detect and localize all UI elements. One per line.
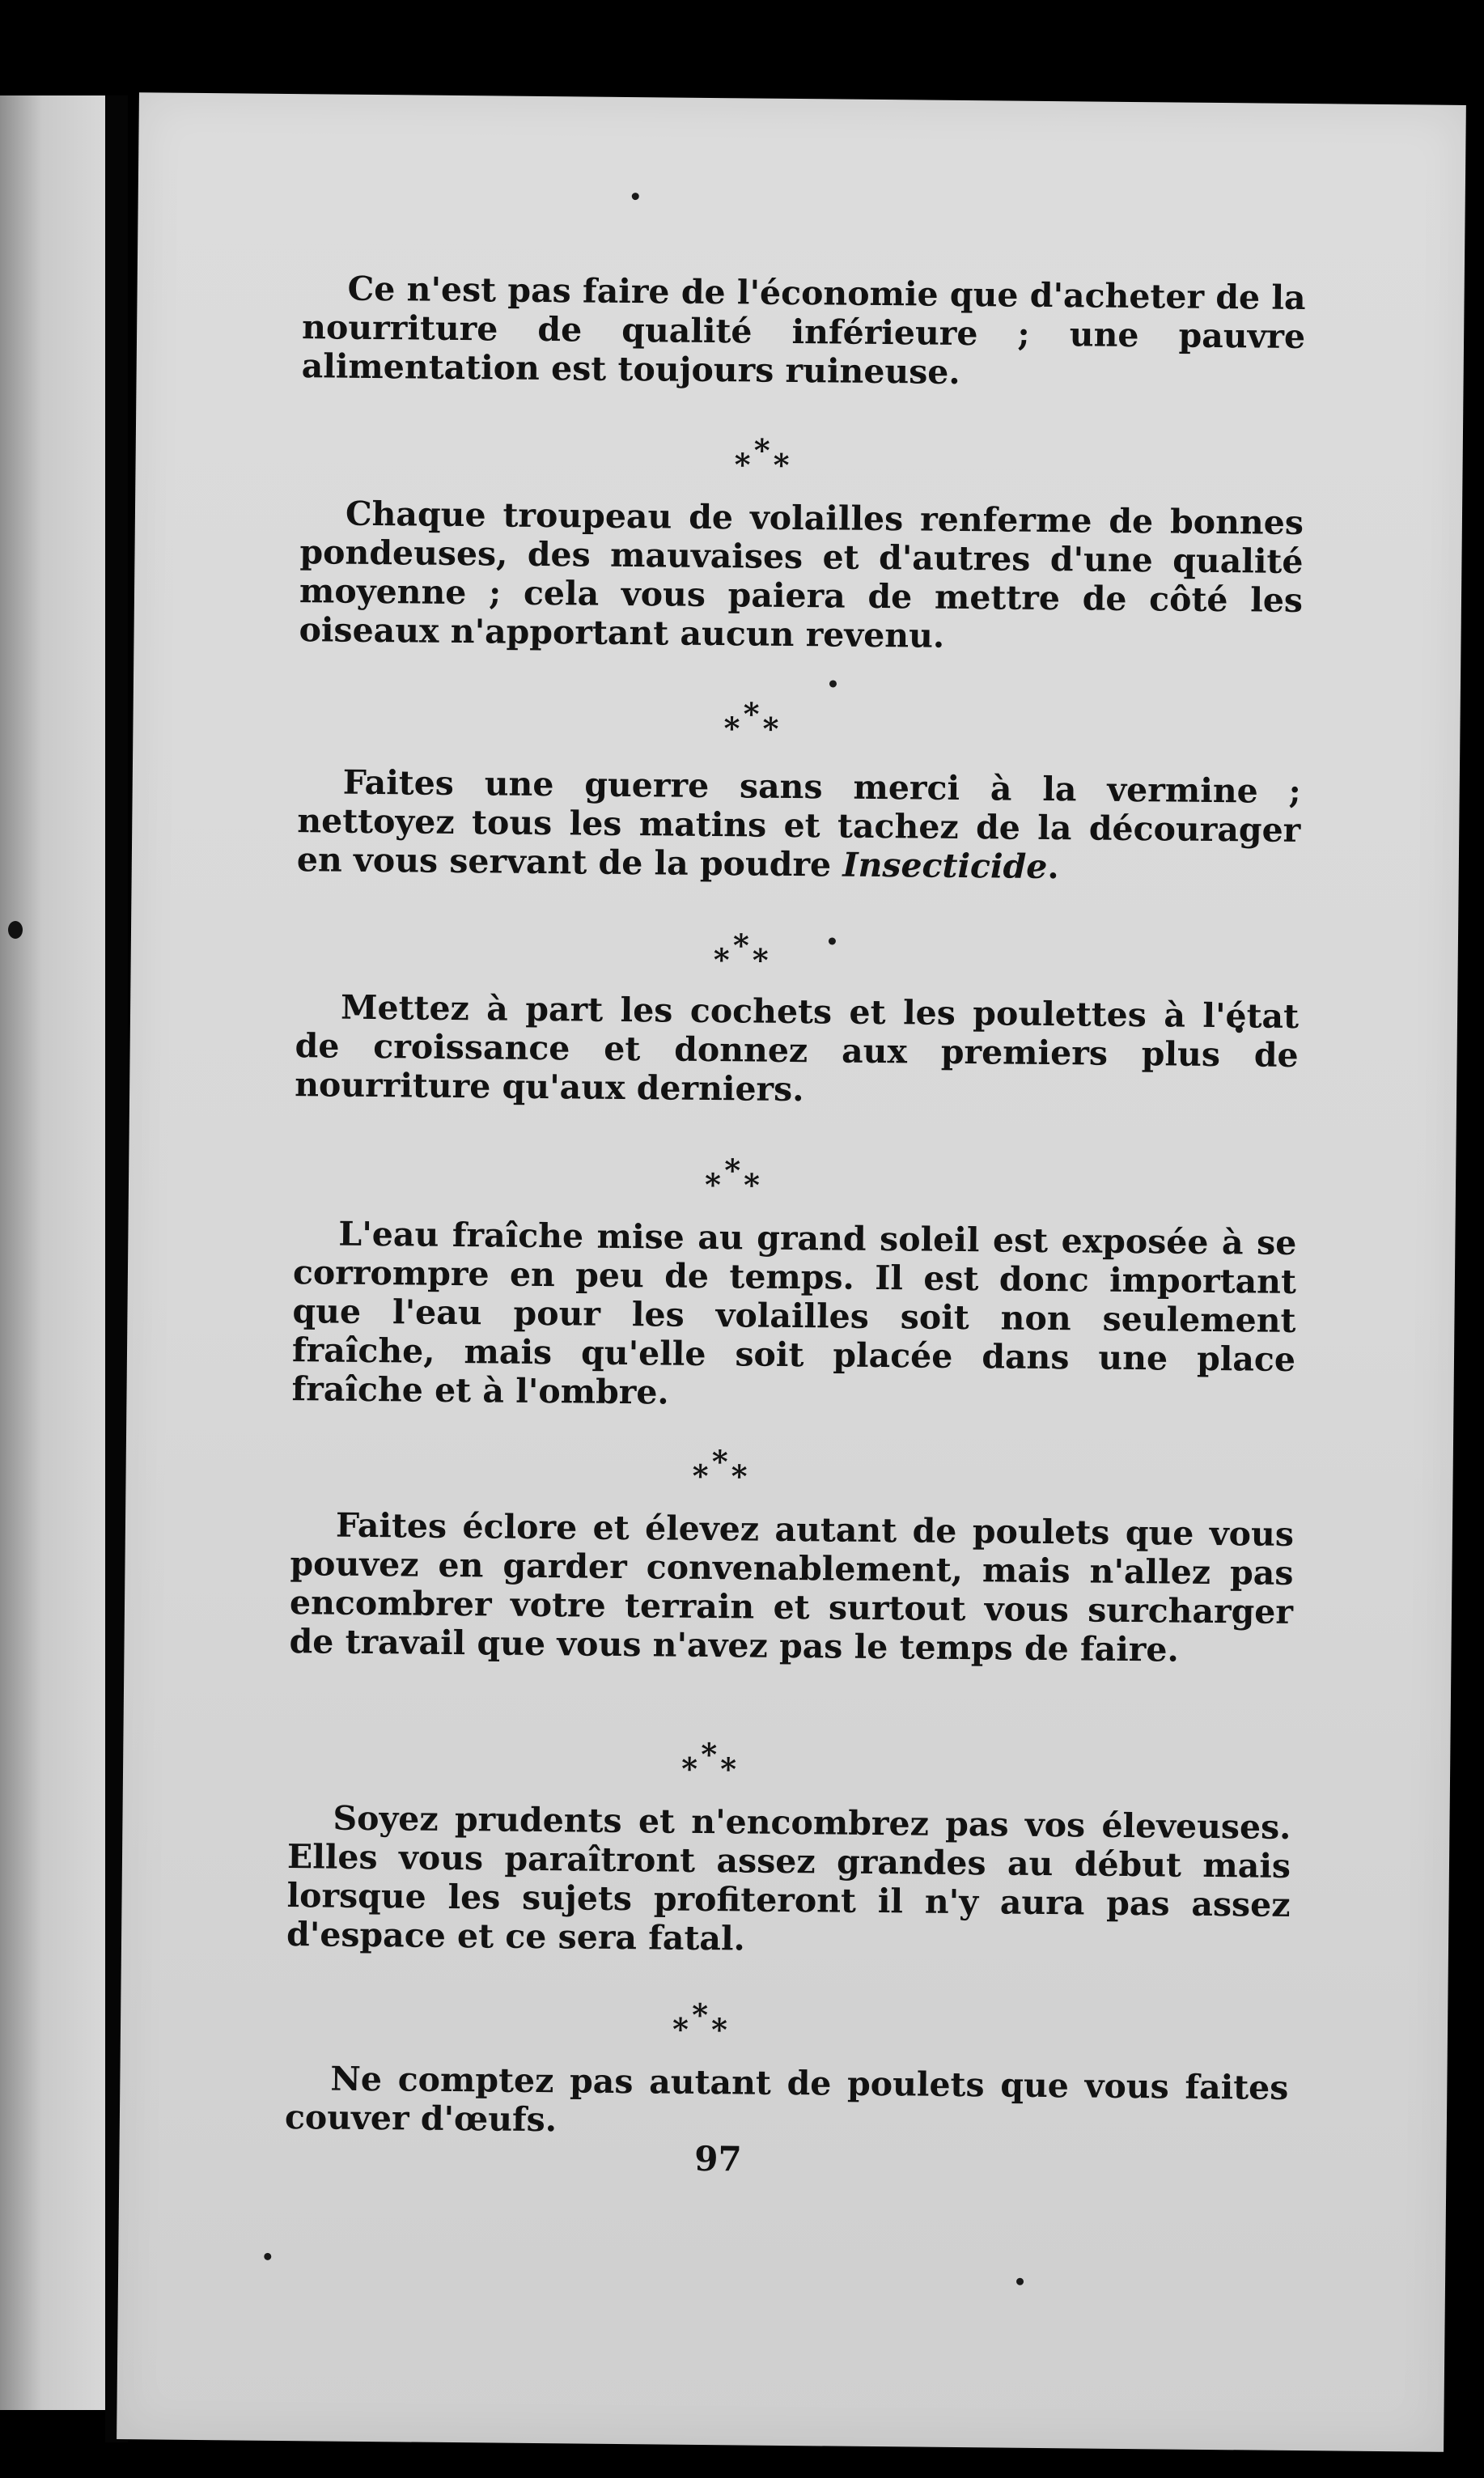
- asterism-separator: * * *: [713, 927, 769, 978]
- ink-speck: [8, 921, 23, 939]
- paragraph: Faites éclore et élevez autant de poulets que vous pouvez en garder convenablement, mais n'allez pas encombrer votre terrain et surtout vous surcharger de travail que vous n'avez pas le temps de faire.: [289, 1505, 1295, 1670]
- asterism-separator: * * *: [723, 695, 779, 747]
- left-page-edge: [0, 95, 105, 2410]
- asterism-separator: * * *: [734, 431, 790, 483]
- asterism-separator: * * *: [681, 1735, 737, 1788]
- paragraph: Faites une guerre sans merci à la vermine ; nettoyez tous les matins et tachez de la décourager en vous servant de la poudre Insecticide.: [296, 762, 1301, 887]
- asterism-separator: * * *: [704, 1152, 761, 1203]
- ink-speck: [1016, 2278, 1024, 2285]
- paragraph: Chaque troupeau de volailles renferme de bonnes pondeuses, des mauvaises et d'autres d'une qualité moyenne ; cela vous paiera de mettre de côté les oiseaux n'apportant aucun revenu.: [299, 494, 1304, 656]
- paragraph: Ne comptez pas autant de poulets que vous faites couver d'œufs.: [284, 2059, 1289, 2140]
- ink-speck: [829, 937, 836, 944]
- paragraph: Mettez à part les cochets et les poulettes à l'état de croissance et donnez aux premiers plus de nourriture qu'aux derniers.: [294, 987, 1300, 1110]
- asterism-separator: * * *: [692, 1443, 748, 1495]
- paragraph: Soyez prudents et n'encombrez pas vos éleveuses. Elles vous paraîtront assez grandes au début mais lorsque les sujets profiteront il n'y aura pas assez d'espace et ce sera fatal.: [286, 1798, 1291, 1958]
- paragraph: Ce n'est pas faire de l'économie que d'acheter de la nourriture de qualité inférieure ; une pauvre alimentation est toujours ruineuse.: [301, 269, 1306, 392]
- book-page: [117, 92, 1466, 2452]
- ink-speck: [829, 680, 837, 687]
- emphasis: Insecticide: [842, 845, 1048, 887]
- asterism-separator: * * *: [672, 1996, 728, 2048]
- paragraph: L'eau fraîche mise au grand soleil est exposée à se corrompre en peu de temps. Il est donc important que l'eau pour les volailles soit non seulement fraîche, mais qu'elle soit placée dans une place fraîche et à l'ombre.: [291, 1214, 1297, 1412]
- ink-speck: [632, 193, 639, 200]
- page-number: 97: [694, 2138, 742, 2179]
- ink-speck: [264, 2253, 271, 2260]
